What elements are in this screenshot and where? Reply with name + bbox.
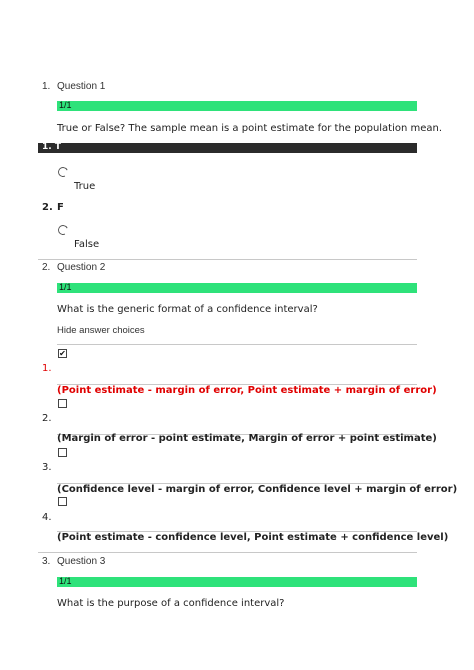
choice-1-number: 1. [42,363,52,374]
question-1-title: Question 1 [57,81,106,92]
question-3-title: Question 3 [57,556,106,567]
divider [38,259,417,260]
option-false-number: 2. [42,202,53,213]
choice-3-checkbox[interactable] [58,448,67,457]
divider [38,552,417,553]
choice-1-text: (Point estimate - margin of error, Point estimate + margin of error) [57,385,437,396]
choice-2-number: 2. [42,413,52,424]
option-false-radio[interactable] [57,224,70,237]
choice-4-checkbox[interactable] [58,497,67,506]
choice-4-text: (Point estimate - confidence level, Point estimate + confidence level) [57,532,449,543]
question-1-score-bar [57,101,417,111]
choice-2-checkbox[interactable] [58,399,67,408]
choice-3-text: (Confidence level - margin of error, Confidence level + margin of error) [57,484,458,495]
question-3-score: 1/1 [59,576,72,586]
question-2-score-bar [57,283,417,293]
option-false-label: False [74,239,100,250]
question-2-prompt: What is the generic format of a confidence interval? [57,304,318,315]
question-1-number: 1. [42,81,51,92]
question-2-number: 2. [42,262,51,273]
question-2-title: Question 2 [57,262,106,273]
question-3-number: 3. [42,556,51,567]
option-true-radio[interactable] [57,166,70,179]
choice-1-checkbox[interactable]: ✔ [59,349,66,358]
question-1-selected-answer-bar [38,143,417,153]
question-1-score: 1/1 [59,100,72,110]
question-3-prompt: What is the purpose of a confidence interval? [57,598,285,609]
option-true-label: True [74,181,96,192]
hide-answer-choices-link[interactable]: Hide answer choices [57,325,145,336]
divider [57,344,417,345]
choice-2-text: (Margin of error - point estimate, Margin of error + point estimate) [57,433,437,444]
choice-4-number: 4. [42,512,52,523]
option-false-letter: F [57,202,64,213]
question-3-score-bar [57,577,417,587]
question-1-prompt: True or False? The sample mean is a point estimate for the population mean. [57,123,443,134]
question-2-score: 1/1 [59,282,72,292]
question-1-selected-answer: 1. T [42,142,61,152]
choice-3-number: 3. [42,462,52,473]
